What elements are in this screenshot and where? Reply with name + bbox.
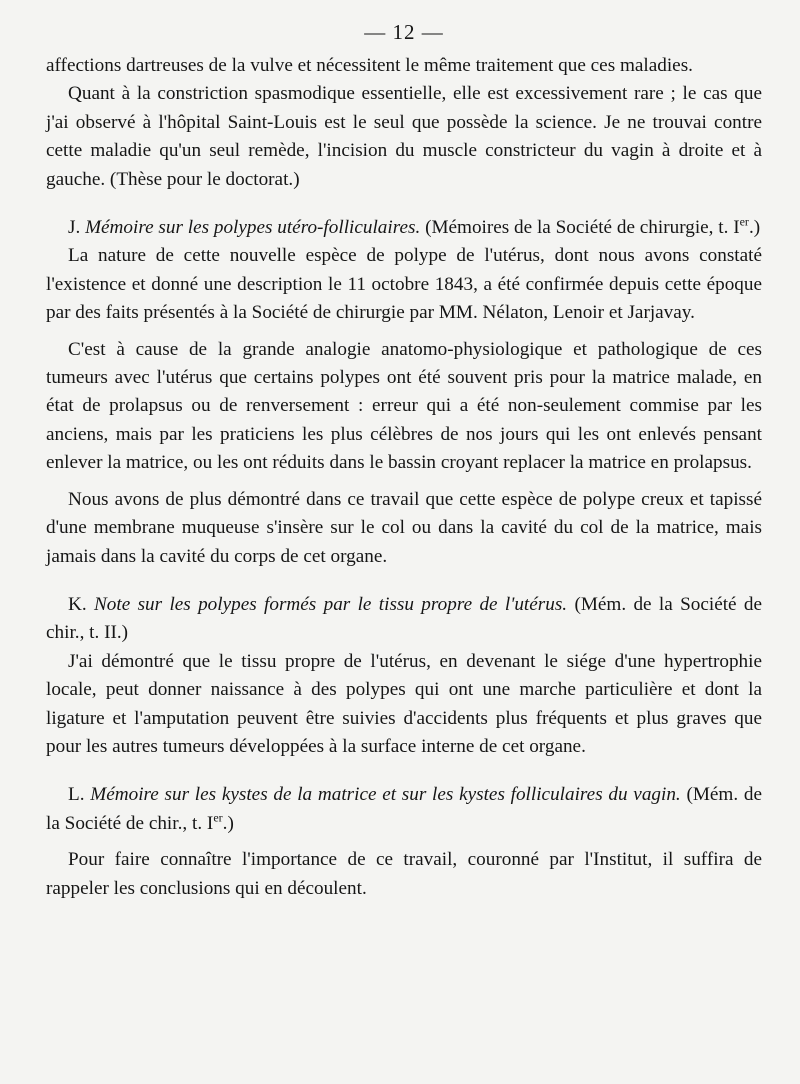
section-l-title: Mémoire sur les kystes de la matrice et sur les kystes folliculaires du vagin. (90, 784, 681, 806)
section-j-paragraph-2: C'est à cause de la grande analogie anatomo-physiologique et pathologique de ces tumeurs avec l'utérus que certains polypes ont été souvent pris pour la matrice malade, en état de prolapsus ou de renversement : erreur qui a été non-seulement commise par les anciens, mais par les praticiens les plus célèbres de nos jours qui les ont enlevés pensant enlever la matrice, ou les ont réduits dans le bassin croyant replacer la matrice en prolapsus. (46, 338, 762, 474)
section-k-reference: (Mém. de la Société de chir., t. II.) (46, 593, 763, 644)
section-j-title: Mémoire sur les polypes utéro-folliculaires. (85, 217, 421, 239)
section-j-heading (46, 214, 762, 242)
section-j-reference: (Mémoires de la Société de chirurgie, t. I (425, 217, 740, 239)
intro-paragraph-1: affections dartreuses de la vulve et nécessitent le même traitement que ces maladies. (46, 55, 693, 76)
section-k-title: Note sur les polypes formés par le tissu propre de l'utérus. (94, 593, 568, 615)
section-spacer (46, 761, 762, 781)
section-k (46, 591, 762, 761)
section-j-paragraph-1: La nature de cette nouvelle espèce de polype de l'utérus, dont nous avons constaté l'existence et donné une description le 11 octobre 1843, a été confirmée depuis cette époque par des faits présentés à la Société de chirurgie par MM. Nélaton, Lenoir et Jarjavay. (46, 245, 762, 324)
intro-block (46, 52, 762, 194)
section-j-letter: J. (68, 217, 81, 239)
section-k-paragraph-1: J'ai démontré que le tissu propre de l'utérus, en devenant le siége d'une hypertrophie locale, peut donner naissance à des polypes qui ont une marche particulière et dont la ligature et l'amputation peuvent être suivies d'accidents plus fréquents et plus graves que pour les autres tumeurs développées à la surface interne de cet organe. (46, 650, 762, 757)
section-l-reference-sup: er (213, 810, 223, 825)
section-l-paragraph-1: Pour faire connaître l'importance de ce travail, couronné par l'Institut, il suffira de rappeler les conclusions qui en découlent. (46, 849, 762, 899)
section-l-heading (46, 781, 762, 838)
section-j-reference-end: .) (748, 217, 761, 239)
section-j (46, 214, 762, 571)
section-l (46, 781, 762, 903)
section-k-letter: K. (68, 593, 87, 615)
section-l-reference: (Mém. de la Société de chir., t. I (46, 784, 762, 834)
section-spacer (46, 571, 762, 591)
section-j-reference-sup: er (739, 214, 749, 229)
section-spacer (46, 194, 762, 214)
section-j-paragraph-3: Nous avons de plus démontré dans ce travail que cette espèce de polype creux et tapissé d'une membrane muqueuse s'insère sur le col ou dans la cavité du col de la matrice, mais jamais dans la cavité du corps de cet organe. (46, 488, 762, 567)
section-k-heading (46, 591, 762, 648)
page-number: — 12 — (364, 20, 444, 44)
intro-paragraph-2: Quant à la constriction spasmodique essentielle, elle est excessivement rare ; le cas que j'ai observé à l'hôpital Saint-Louis est le seul que possède la science. Je ne trouvai contre cette maladie qu'un seul remède, l'incision du muscle constricteur du vagin à droite et à gauche. (Thèse pour le doctorat.) (46, 83, 762, 190)
section-l-reference-end: .) (222, 812, 234, 834)
section-l-letter: L. (68, 784, 85, 806)
